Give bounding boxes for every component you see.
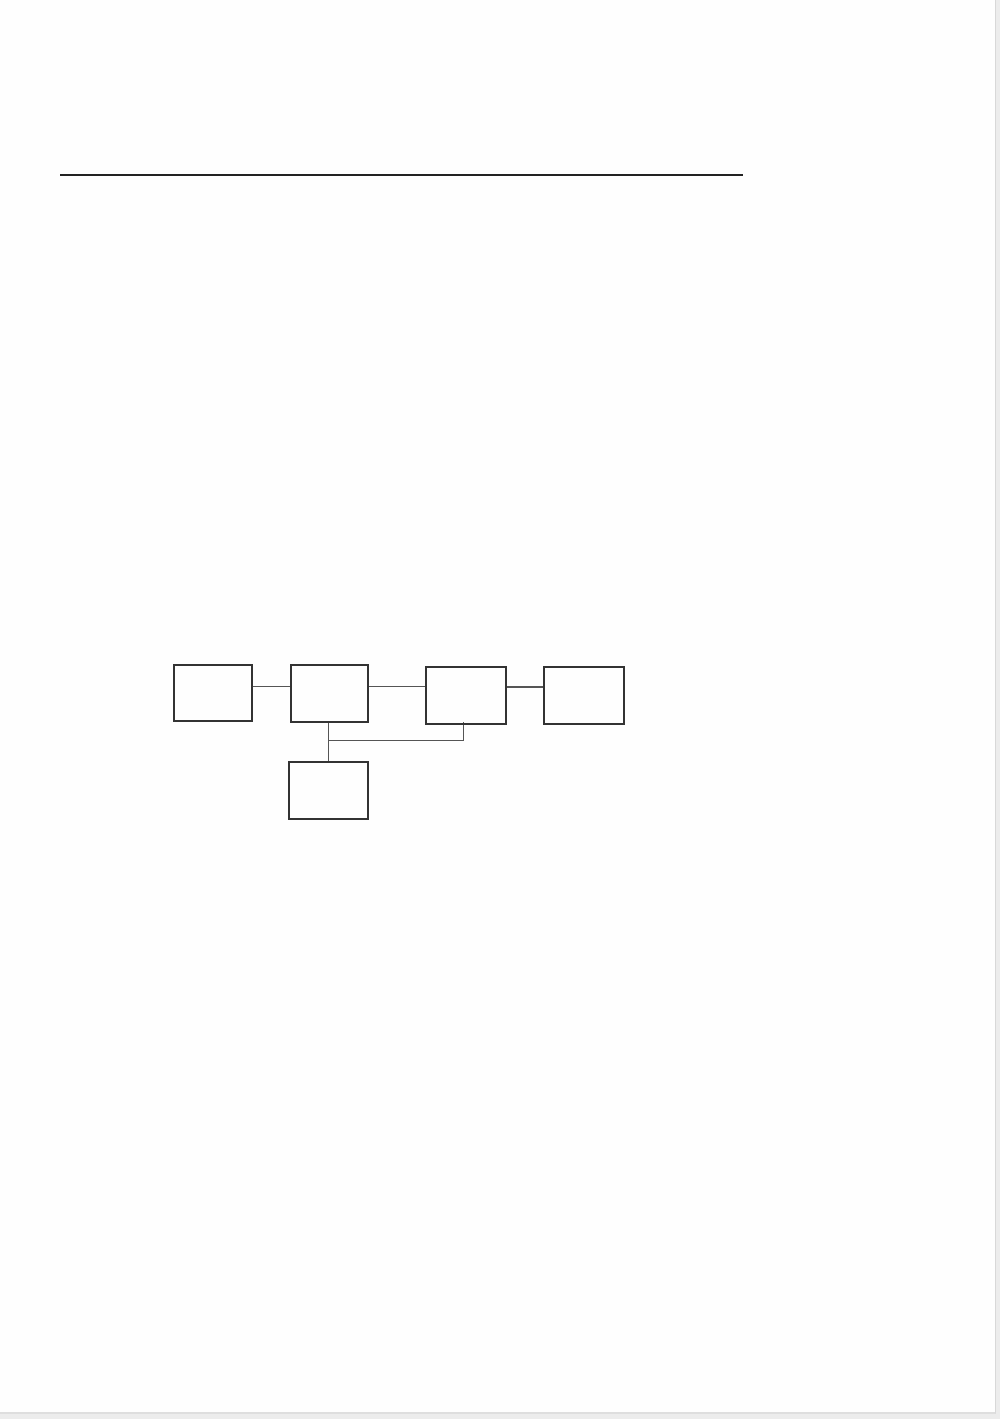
wire-if-counter — [505, 686, 543, 688]
wire-gen-tuner — [253, 686, 290, 687]
wire-tuner-down — [328, 721, 329, 761]
header-rule — [60, 174, 743, 176]
uhf-tuner-block — [290, 664, 369, 723]
signal-generator-block — [173, 664, 253, 722]
frequency-counter-block — [543, 666, 625, 725]
wire-bus — [328, 740, 464, 741]
if-amplifier-block — [425, 666, 507, 725]
wire-tuner-if — [367, 686, 425, 687]
power-supply-block — [288, 761, 369, 820]
